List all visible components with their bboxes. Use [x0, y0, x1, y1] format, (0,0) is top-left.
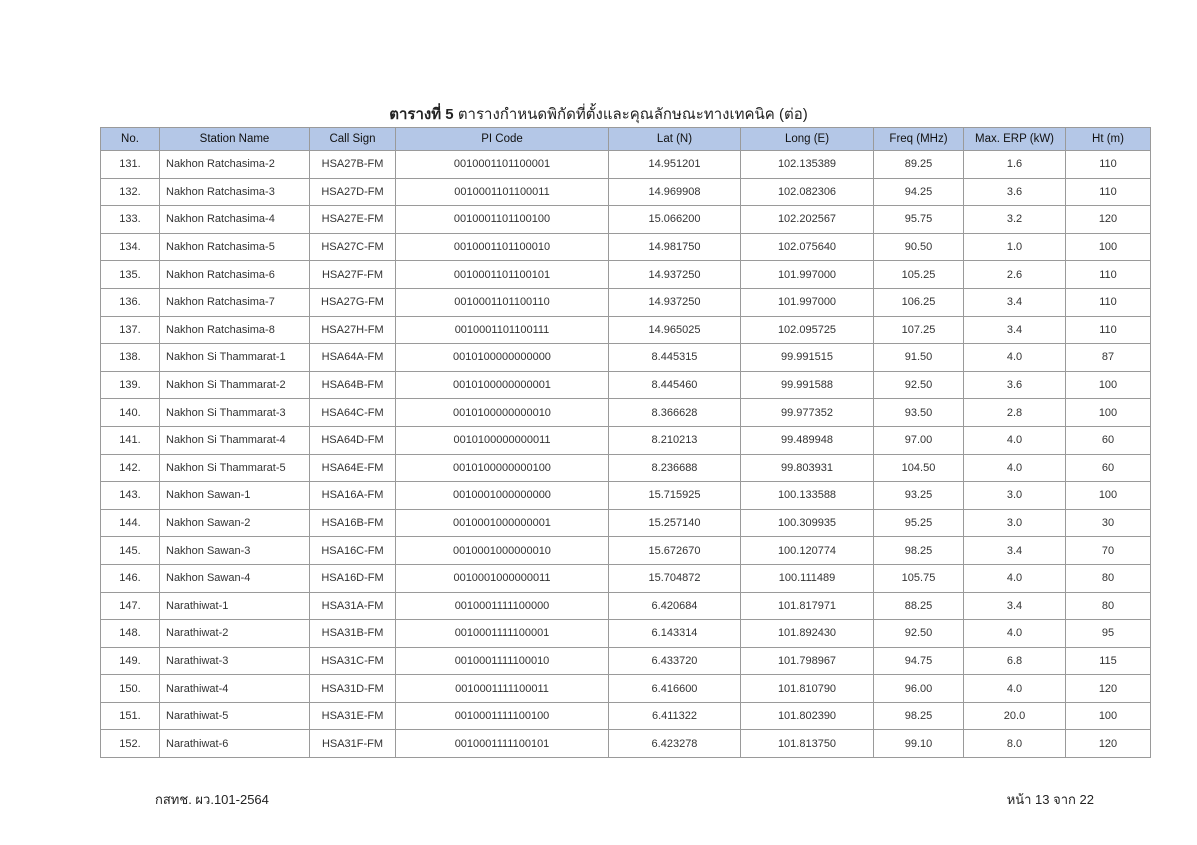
cell-pi-code: 0010001101100101 — [396, 261, 609, 289]
table-caption: ตารางกำหนดพิกัดที่ตั้งและคุณลักษณะทางเทคนิค (ต่อ) — [457, 106, 808, 123]
cell-station-name: Nakhon Sawan-4 — [160, 564, 310, 592]
cell-pi-code: 0010001000000010 — [396, 537, 609, 565]
cell-long: 102.095725 — [741, 316, 874, 344]
cell-max-erp: 1.6 — [964, 151, 1066, 179]
cell-station-name: Nakhon Ratchasima-4 — [160, 206, 310, 234]
table-row — [101, 620, 1151, 648]
cell-call-sign: HSA27E-FM — [310, 206, 396, 234]
cell-height: 120 — [1066, 675, 1151, 703]
cell-freq: 95.75 — [874, 206, 964, 234]
cell-pi-code: 0010001111100101 — [396, 730, 609, 758]
cell-lat: 14.965025 — [609, 316, 741, 344]
cell-lat: 6.143314 — [609, 620, 741, 648]
cell-long: 100.133588 — [741, 482, 874, 510]
cell-call-sign: HSA64E-FM — [310, 454, 396, 482]
cell-freq: 90.50 — [874, 233, 964, 261]
cell-call-sign: HSA16C-FM — [310, 537, 396, 565]
cell-max-erp: 6.8 — [964, 647, 1066, 675]
cell-station-name: Nakhon Sawan-3 — [160, 537, 310, 565]
cell-lat: 8.445315 — [609, 344, 741, 372]
cell-freq: 97.00 — [874, 426, 964, 454]
cell-freq: 96.00 — [874, 675, 964, 703]
cell-max-erp: 4.0 — [964, 344, 1066, 372]
cell-max-erp: 1.0 — [964, 233, 1066, 261]
cell-long: 100.111489 — [741, 564, 874, 592]
cell-lat: 6.416600 — [609, 675, 741, 703]
cell-long: 102.075640 — [741, 233, 874, 261]
cell-long: 101.813750 — [741, 730, 874, 758]
cell-freq: 91.50 — [874, 344, 964, 372]
cell-max-erp: 3.2 — [964, 206, 1066, 234]
cell-long: 101.892430 — [741, 620, 874, 648]
cell-lat: 15.672670 — [609, 537, 741, 565]
cell-station-name: Nakhon Ratchasima-7 — [160, 288, 310, 316]
table-row — [101, 454, 1151, 482]
table-row — [101, 233, 1151, 261]
cell-lat: 8.366628 — [609, 399, 741, 427]
cell-max-erp: 3.4 — [964, 537, 1066, 565]
cell-height: 87 — [1066, 344, 1151, 372]
cell-long: 102.135389 — [741, 151, 874, 179]
cell-station-name: Narathiwat-1 — [160, 592, 310, 620]
cell-long: 101.997000 — [741, 288, 874, 316]
cell-max-erp: 8.0 — [964, 730, 1066, 758]
cell-pi-code: 0010001101100111 — [396, 316, 609, 344]
cell-call-sign: HSA27D-FM — [310, 178, 396, 206]
cell-pi-code: 0010100000000000 — [396, 344, 609, 372]
cell-pi-code: 0010001101100100 — [396, 206, 609, 234]
cell-freq: 94.75 — [874, 647, 964, 675]
cell-call-sign: HSA31C-FM — [310, 647, 396, 675]
cell-pi-code: 0010100000000100 — [396, 454, 609, 482]
cell-long: 101.810790 — [741, 675, 874, 703]
cell-call-sign: HSA31F-FM — [310, 730, 396, 758]
cell-lat: 15.257140 — [609, 509, 741, 537]
cell-height: 100 — [1066, 482, 1151, 510]
cell-long: 99.991588 — [741, 371, 874, 399]
cell-pi-code: 0010001111100100 — [396, 702, 609, 730]
cell-station-name: Narathiwat-5 — [160, 702, 310, 730]
cell-pi-code: 0010001101100011 — [396, 178, 609, 206]
cell-freq: 98.25 — [874, 537, 964, 565]
cell-station-name: Nakhon Ratchasima-5 — [160, 233, 310, 261]
table-row — [101, 647, 1151, 675]
cell-freq: 92.50 — [874, 371, 964, 399]
table-title — [0, 105, 1197, 125]
cell-no: 149. — [101, 647, 160, 675]
cell-no: 132. — [101, 178, 160, 206]
cell-no: 145. — [101, 537, 160, 565]
cell-no: 148. — [101, 620, 160, 648]
table-row — [101, 509, 1151, 537]
cell-call-sign: HSA31D-FM — [310, 675, 396, 703]
cell-height: 110 — [1066, 316, 1151, 344]
table-row — [101, 592, 1151, 620]
table-row — [101, 288, 1151, 316]
cell-pi-code: 0010001101100110 — [396, 288, 609, 316]
cell-freq: 105.25 — [874, 261, 964, 289]
cell-long: 100.120774 — [741, 537, 874, 565]
cell-lat: 8.210213 — [609, 426, 741, 454]
cell-freq: 93.25 — [874, 482, 964, 510]
cell-pi-code: 0010001000000001 — [396, 509, 609, 537]
cell-call-sign: HSA27C-FM — [310, 233, 396, 261]
cell-station-name: Nakhon Si Thammarat-4 — [160, 426, 310, 454]
table-row — [101, 537, 1151, 565]
table-row — [101, 178, 1151, 206]
table-row — [101, 261, 1151, 289]
cell-max-erp: 3.4 — [964, 288, 1066, 316]
cell-station-name: Narathiwat-4 — [160, 675, 310, 703]
cell-max-erp: 20.0 — [964, 702, 1066, 730]
cell-station-name: Nakhon Ratchasima-2 — [160, 151, 310, 179]
table-row — [101, 426, 1151, 454]
document-code: กสทช. ผว.101-2564 — [155, 792, 269, 807]
header-row — [101, 128, 1151, 151]
table-number: ตารางที่ 5 — [389, 106, 454, 123]
cell-station-name: Nakhon Sawan-2 — [160, 509, 310, 537]
cell-pi-code: 0010001111100011 — [396, 675, 609, 703]
cell-height: 60 — [1066, 454, 1151, 482]
cell-height: 30 — [1066, 509, 1151, 537]
cell-pi-code: 0010001111100001 — [396, 620, 609, 648]
cell-max-erp: 3.4 — [964, 316, 1066, 344]
cell-long: 102.202567 — [741, 206, 874, 234]
cell-height: 80 — [1066, 592, 1151, 620]
cell-height: 110 — [1066, 261, 1151, 289]
cell-lat: 6.411322 — [609, 702, 741, 730]
cell-call-sign: HSA27H-FM — [310, 316, 396, 344]
cell-max-erp: 4.0 — [964, 564, 1066, 592]
cell-height: 100 — [1066, 399, 1151, 427]
cell-pi-code: 0010001111100000 — [396, 592, 609, 620]
cell-freq: 92.50 — [874, 620, 964, 648]
cell-max-erp: 4.0 — [964, 454, 1066, 482]
cell-lat: 6.420684 — [609, 592, 741, 620]
col-header-long: Long (E) — [741, 128, 874, 151]
cell-long: 100.309935 — [741, 509, 874, 537]
cell-lat: 15.715925 — [609, 482, 741, 510]
cell-no: 146. — [101, 564, 160, 592]
cell-no: 133. — [101, 206, 160, 234]
cell-station-name: Narathiwat-6 — [160, 730, 310, 758]
cell-max-erp: 3.0 — [964, 482, 1066, 510]
cell-station-name: Nakhon Sawan-1 — [160, 482, 310, 510]
cell-height: 110 — [1066, 151, 1151, 179]
cell-freq: 105.75 — [874, 564, 964, 592]
cell-freq: 107.25 — [874, 316, 964, 344]
cell-height: 120 — [1066, 730, 1151, 758]
cell-no: 139. — [101, 371, 160, 399]
table-row — [101, 316, 1151, 344]
cell-lat: 14.951201 — [609, 151, 741, 179]
cell-max-erp: 2.6 — [964, 261, 1066, 289]
cell-lat: 6.423278 — [609, 730, 741, 758]
cell-long: 101.802390 — [741, 702, 874, 730]
cell-height: 80 — [1066, 564, 1151, 592]
cell-station-name: Nakhon Si Thammarat-3 — [160, 399, 310, 427]
cell-call-sign: HSA31E-FM — [310, 702, 396, 730]
cell-lat: 14.937250 — [609, 288, 741, 316]
cell-call-sign: HSA16A-FM — [310, 482, 396, 510]
cell-no: 136. — [101, 288, 160, 316]
cell-no: 134. — [101, 233, 160, 261]
cell-station-name: Nakhon Ratchasima-3 — [160, 178, 310, 206]
cell-lat: 15.704872 — [609, 564, 741, 592]
cell-no: 131. — [101, 151, 160, 179]
col-header-freq: Freq (MHz) — [874, 128, 964, 151]
cell-pi-code: 0010100000000011 — [396, 426, 609, 454]
cell-no: 142. — [101, 454, 160, 482]
cell-freq: 93.50 — [874, 399, 964, 427]
cell-no: 138. — [101, 344, 160, 372]
cell-freq: 89.25 — [874, 151, 964, 179]
col-header-station-name: Station Name — [160, 128, 310, 151]
cell-height: 70 — [1066, 537, 1151, 565]
cell-max-erp: 3.6 — [964, 371, 1066, 399]
cell-pi-code: 0010001000000011 — [396, 564, 609, 592]
cell-freq: 106.25 — [874, 288, 964, 316]
cell-call-sign: HSA16D-FM — [310, 564, 396, 592]
cell-no: 135. — [101, 261, 160, 289]
table-row — [101, 151, 1151, 179]
cell-long: 99.489948 — [741, 426, 874, 454]
cell-long: 99.991515 — [741, 344, 874, 372]
cell-call-sign: HSA16B-FM — [310, 509, 396, 537]
cell-height: 110 — [1066, 178, 1151, 206]
cell-height: 60 — [1066, 426, 1151, 454]
cell-call-sign: HSA64A-FM — [310, 344, 396, 372]
cell-lat: 15.066200 — [609, 206, 741, 234]
cell-no: 140. — [101, 399, 160, 427]
cell-no: 137. — [101, 316, 160, 344]
cell-call-sign: HSA27G-FM — [310, 288, 396, 316]
cell-station-name: Nakhon Ratchasima-8 — [160, 316, 310, 344]
cell-station-name: Nakhon Si Thammarat-5 — [160, 454, 310, 482]
cell-pi-code: 0010100000000001 — [396, 371, 609, 399]
cell-height: 100 — [1066, 233, 1151, 261]
cell-height: 100 — [1066, 702, 1151, 730]
cell-call-sign: HSA64D-FM — [310, 426, 396, 454]
cell-height: 120 — [1066, 206, 1151, 234]
table-row — [101, 399, 1151, 427]
cell-long: 99.803931 — [741, 454, 874, 482]
cell-long: 101.817971 — [741, 592, 874, 620]
cell-freq: 94.25 — [874, 178, 964, 206]
cell-no: 151. — [101, 702, 160, 730]
col-header-pi-code: PI Code — [396, 128, 609, 151]
cell-height: 115 — [1066, 647, 1151, 675]
cell-station-name: Narathiwat-2 — [160, 620, 310, 648]
cell-lat: 14.969908 — [609, 178, 741, 206]
cell-lat: 8.236688 — [609, 454, 741, 482]
cell-height: 100 — [1066, 371, 1151, 399]
cell-no: 152. — [101, 730, 160, 758]
cell-call-sign: HSA64B-FM — [310, 371, 396, 399]
col-header-height: Ht (m) — [1066, 128, 1151, 151]
cell-freq: 95.25 — [874, 509, 964, 537]
cell-pi-code: 0010001101100001 — [396, 151, 609, 179]
col-header-no: No. — [101, 128, 160, 151]
page-number: หน้า 13 จาก 22 — [1006, 792, 1094, 807]
cell-call-sign: HSA64C-FM — [310, 399, 396, 427]
cell-call-sign: HSA31A-FM — [310, 592, 396, 620]
cell-max-erp: 3.0 — [964, 509, 1066, 537]
cell-station-name: Nakhon Ratchasima-6 — [160, 261, 310, 289]
cell-max-erp: 2.8 — [964, 399, 1066, 427]
cell-max-erp: 4.0 — [964, 675, 1066, 703]
cell-no: 144. — [101, 509, 160, 537]
cell-no: 150. — [101, 675, 160, 703]
cell-long: 101.997000 — [741, 261, 874, 289]
cell-height: 95 — [1066, 620, 1151, 648]
cell-height: 110 — [1066, 288, 1151, 316]
cell-station-name: Nakhon Si Thammarat-1 — [160, 344, 310, 372]
table-row — [101, 730, 1151, 758]
cell-pi-code: 0010001111100010 — [396, 647, 609, 675]
cell-max-erp: 4.0 — [964, 426, 1066, 454]
cell-lat: 8.445460 — [609, 371, 741, 399]
cell-freq: 104.50 — [874, 454, 964, 482]
cell-station-name: Narathiwat-3 — [160, 647, 310, 675]
cell-max-erp: 4.0 — [964, 620, 1066, 648]
cell-long: 102.082306 — [741, 178, 874, 206]
col-header-max-erp: Max. ERP (kW) — [964, 128, 1066, 151]
cell-long: 101.798967 — [741, 647, 874, 675]
cell-freq: 99.10 — [874, 730, 964, 758]
cell-station-name: Nakhon Si Thammarat-2 — [160, 371, 310, 399]
col-header-call-sign: Call Sign — [310, 128, 396, 151]
cell-no: 147. — [101, 592, 160, 620]
table-row — [101, 371, 1151, 399]
cell-long: 99.977352 — [741, 399, 874, 427]
cell-pi-code: 0010001000000000 — [396, 482, 609, 510]
station-table — [100, 127, 1151, 758]
cell-freq: 88.25 — [874, 592, 964, 620]
cell-lat: 14.981750 — [609, 233, 741, 261]
cell-pi-code: 0010100000000010 — [396, 399, 609, 427]
table-body — [101, 151, 1151, 758]
table-row — [101, 482, 1151, 510]
col-header-lat: Lat (N) — [609, 128, 741, 151]
table-row — [101, 344, 1151, 372]
cell-lat: 14.937250 — [609, 261, 741, 289]
cell-call-sign: HSA27B-FM — [310, 151, 396, 179]
cell-call-sign: HSA27F-FM — [310, 261, 396, 289]
cell-max-erp: 3.4 — [964, 592, 1066, 620]
cell-no: 143. — [101, 482, 160, 510]
cell-max-erp: 3.6 — [964, 178, 1066, 206]
table-row — [101, 675, 1151, 703]
cell-freq: 98.25 — [874, 702, 964, 730]
cell-no: 141. — [101, 426, 160, 454]
cell-lat: 6.433720 — [609, 647, 741, 675]
table-row — [101, 206, 1151, 234]
table-row — [101, 564, 1151, 592]
cell-pi-code: 0010001101100010 — [396, 233, 609, 261]
cell-call-sign: HSA31B-FM — [310, 620, 396, 648]
table-row — [101, 702, 1151, 730]
